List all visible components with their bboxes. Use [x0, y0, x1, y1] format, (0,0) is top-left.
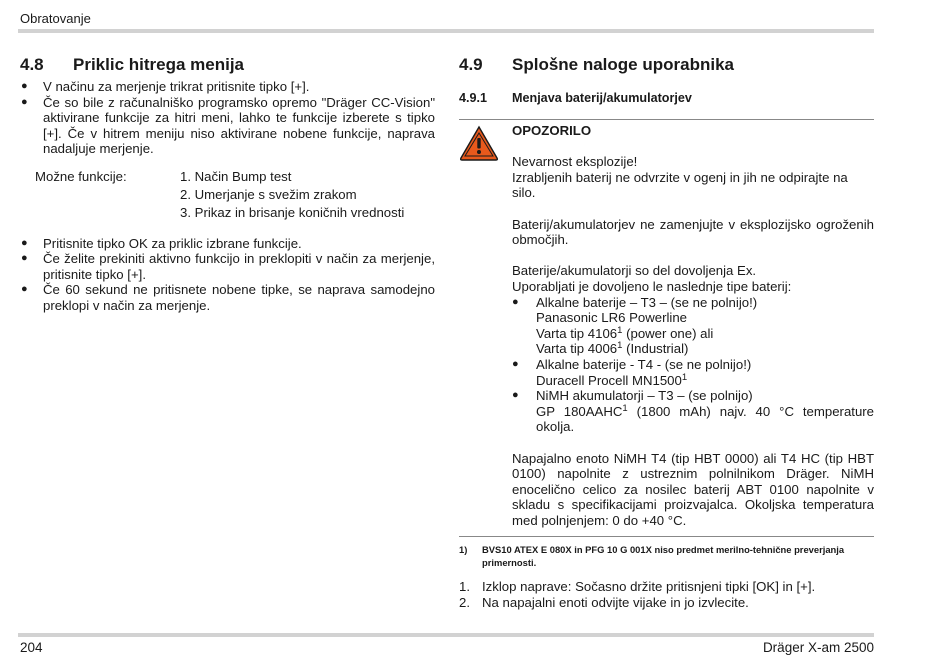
bullet-icon: ● — [512, 389, 519, 402]
function-item: 1. Način Bump test — [180, 168, 292, 184]
step-item: 2. Na napajalni enoti odvijte vijake in jo izvlecite. — [459, 594, 749, 610]
right-column — [459, 55, 874, 610]
section-number: 4.8 — [20, 55, 44, 74]
battery-item: ● NiMH akumulatorji – T3 – (se polnijo) GP 180AAHC$^1$ (1800 mAh) najv. 40 °C temperature okolja. — [512, 388, 875, 435]
function-item: 3. Prikaz in brisanje koničnih vrednosti — [180, 205, 405, 221]
bullet-icon: ● — [512, 358, 519, 370]
functions-list — [180, 169, 404, 224]
bullet-icon: ● — [21, 236, 28, 249]
bullet-icon: ● — [21, 80, 28, 92]
list-item: ● Če 60 sekund ne pritisnete nobene tipke, se naprava samodejno preklopi v način za merjenje. — [21, 282, 435, 313]
bullet-icon: ● — [21, 95, 28, 108]
battery-item: ● Alkalne baterije – T3 – (se ne polnijo!) Panasonic LR6 Powerline Varta tip 4106$^1$ (power one) ali Varta tip 4006$^1$ (Industrial) — [512, 294, 758, 357]
battery-item: ● Alkalne baterije - T4 - (se ne polnijo!) Duracell Procell MN1500$^1$ — [512, 357, 752, 388]
warning-text: Uporabljati je dovoljeno le naslednje tipe baterij: — [512, 279, 792, 295]
functions-label: Možne funkcije: — [35, 168, 127, 184]
subsection-number: 4.9.1 — [459, 91, 488, 105]
running-header: Obratovanje — [20, 11, 91, 26]
warning-body — [512, 123, 874, 528]
bullet-list — [20, 79, 435, 157]
list-item: ● Če želite prekiniti aktivno funkcijo in preklopiti v način za merjenje, pritisnite tipko [+]. — [21, 251, 435, 282]
warning-text: Baterije/akumulatorji so del dovoljenja Ex. — [512, 263, 757, 279]
warning-box — [459, 123, 874, 528]
function-item: 2. Umerjanje s svežim zrakom — [180, 187, 357, 203]
list-item: ● V načinu za merjenje trikrat pritisnite tipko [+]. — [21, 79, 310, 94]
warning-text: Napajalno enoto NiMH T4 (tip HBT 0000) ali T4 HC (tip HBT 0100) napolnite z ustreznim polnilnikom Dräger. NiMH enocelično celico za nosilec baterij ABT 0100 napolnite v skladu s specifikacijami proizvajalca. Okoljska temperatura med polnjenjem: 0 do +40 °C. — [512, 450, 874, 528]
product-name: Dräger X-am 2500 — [762, 640, 874, 655]
list-item: ● Če so bile z računalniško programsko opremo "Dräger CC-Vision" aktivirane funkcije za hitri meni, lahko te funkcije izberete s tipko [+]. Če v hitrem meniju niso aktivirane nobene funkcije, naprava nadaljuje merjenje. — [21, 94, 435, 157]
section-number: 4.9 — [459, 55, 483, 74]
list-item: ● Pritisnite tipko OK za priklic izbrane funkcije. — [21, 235, 302, 251]
page-number: 204 — [20, 640, 43, 655]
left-column — [20, 55, 435, 314]
functions-block — [35, 169, 435, 224]
step-item: 1. Izklop naprave: Sočasno držite pritisnjeni tipki [OK] in [+]. — [459, 579, 816, 595]
bullet-list — [20, 236, 435, 314]
warning-text: Baterij/akumulatorjev ne zamenjujte v eksplozijsko ogroženih območjih. — [512, 216, 874, 248]
warning-top-rule — [459, 119, 874, 121]
footnote — [459, 543, 874, 569]
bullet-icon: ● — [512, 295, 519, 308]
footnote-rule — [459, 536, 874, 538]
warning-text: Izrabljenih baterij ne odvrzite v ogenj in jih ne odpirajte na silo. — [512, 169, 848, 201]
footnote-text: BVS10 ATEX E 080X in PFG 10 G 001X niso predmet merilno-tehnične preverjanja primernosti. — [482, 544, 845, 569]
subsection-title: Menjava baterij/akumulatorjev — [512, 91, 692, 105]
footnote-number: 1) — [459, 544, 468, 556]
subsection-heading — [459, 91, 874, 107]
section-title: Priklic hitrega menija — [73, 55, 245, 74]
steps-list — [459, 579, 874, 610]
warning-text: Nevarnost eksplozije! — [512, 154, 638, 170]
bullet-icon: ● — [21, 252, 28, 265]
section-heading — [20, 55, 435, 75]
header-rule — [18, 29, 874, 33]
section-heading — [459, 55, 874, 75]
bullet-icon: ● — [21, 283, 28, 296]
warning-triangle-icon — [459, 123, 512, 528]
section-title: Splošne naloge uporabnika — [512, 55, 734, 74]
footer-rule — [18, 633, 874, 637]
warning-title: OPOZORILO — [512, 123, 592, 139]
